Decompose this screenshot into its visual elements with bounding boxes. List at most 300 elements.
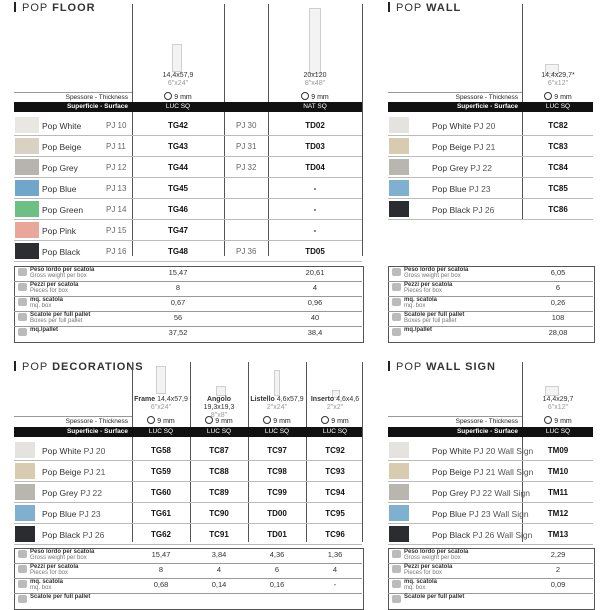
title-bar (388, 361, 390, 371)
product-name (432, 488, 530, 498)
product-code: TD01 (267, 530, 287, 539)
info-value: 2 (555, 565, 561, 574)
product-name (432, 509, 529, 519)
info-label-it: Pezzi per scatola (404, 282, 453, 288)
product-name-text: Pop Grey (432, 163, 468, 173)
size-imperial: 2"x2" (326, 404, 344, 411)
product-pj: PJ 36 (236, 247, 257, 256)
product-pj: PJ 20 Wall Sign (473, 446, 534, 456)
size-metric: 4,6x57,9 (276, 396, 304, 403)
row-divider (14, 240, 362, 241)
product-code: TG59 (150, 467, 171, 476)
product-name (42, 530, 104, 540)
thickness-value (269, 92, 361, 101)
size-imperial: 6"x12" (547, 80, 569, 87)
info-icon (18, 565, 27, 573)
row-divider (14, 578, 362, 579)
product-code: TD03 (305, 142, 325, 151)
info-icon (18, 595, 27, 603)
product-pj: PJ 30 (236, 121, 257, 130)
info-value: 20,61 (305, 268, 325, 277)
info-value: 8 (158, 565, 164, 574)
info-label (30, 312, 90, 323)
size-imperial: 6"x24" (167, 80, 189, 87)
info-label-it: mq. scatola (404, 297, 438, 303)
title-bold: WALL SIGN (426, 361, 497, 373)
thickness-label: Spessore - Thickness (388, 416, 522, 426)
product-code: TC95 (325, 509, 345, 518)
section-title (388, 2, 461, 14)
thickness-text: 9 mm (273, 418, 291, 425)
row-divider (14, 502, 362, 503)
row-divider (14, 460, 362, 461)
surface-value: LUC SQ (545, 103, 571, 110)
size-metric: 14,4x29,7* (541, 72, 575, 79)
thickness-text: 9 mm (554, 94, 572, 101)
surface-value: LUC SQ (165, 103, 191, 110)
product-code: TD00 (267, 509, 287, 518)
size-caption (133, 72, 223, 88)
thickness-value (523, 92, 593, 101)
size-imperial: 2"x24" (266, 404, 288, 411)
info-label (404, 327, 432, 338)
surface-value: LUC SQ (322, 428, 348, 435)
info-label-en: Gross weight per box (404, 273, 461, 279)
color-swatch (389, 505, 409, 521)
thickness-text: 9 mm (311, 94, 329, 101)
product-name (42, 205, 83, 215)
product-pj: PJ 21 (473, 142, 496, 152)
info-icon (18, 313, 27, 321)
color-swatch (15, 484, 35, 500)
product-pj: PJ 11 (106, 142, 126, 151)
info-label-it: mq. scatola (404, 579, 438, 585)
product-code: TG44 (167, 163, 188, 172)
product-code: TC94 (325, 488, 345, 497)
info-label (30, 267, 94, 278)
thickness-label: Spessore - Thickness (14, 92, 132, 102)
thickness-icon (164, 92, 172, 100)
info-label-it: Pezzi per scatola (30, 282, 79, 288)
info-value: 28,08 (548, 328, 568, 337)
row-divider (388, 523, 593, 524)
product-code: TC89 (209, 488, 229, 497)
info-value: 4 (216, 565, 222, 574)
color-swatch (389, 463, 409, 479)
decor-name: Listello (250, 396, 275, 403)
product-name-text: Pop White (432, 121, 472, 131)
row-divider (14, 135, 362, 136)
section-title (14, 361, 144, 373)
product-code: TM13 (547, 530, 569, 539)
product-code: TC92 (325, 446, 345, 455)
info-value: 15,47 (151, 550, 171, 559)
product-name-text: Pop White (42, 446, 82, 456)
product-pj: PJ 31 (236, 142, 257, 151)
info-label-en: mq. box (30, 303, 52, 309)
info-value: 1,36 (327, 550, 343, 559)
info-label (404, 267, 468, 278)
info-icon (392, 328, 401, 336)
product-code: TC83 (548, 142, 568, 151)
title-light: POP (22, 361, 53, 373)
title-bold: WALL (426, 2, 462, 14)
size-metric: 14,4x29,7 (542, 396, 574, 403)
product-name (432, 121, 495, 131)
product-name (432, 446, 533, 456)
thickness-icon (544, 92, 552, 100)
product-name (42, 121, 81, 131)
info-label-it: mq./pallet (30, 327, 59, 333)
product-name (432, 142, 495, 152)
info-label-it: Pezzi per scatola (30, 564, 79, 570)
info-icon (392, 565, 401, 573)
thickness-value (307, 416, 363, 425)
color-swatch (15, 463, 35, 479)
info-label-en: Gross weight per box (30, 555, 87, 561)
info-label-it: Scatole per full pallet (30, 594, 91, 600)
product-code: TC91 (209, 530, 229, 539)
info-label-en: Boxes per full pallet (404, 318, 457, 324)
product-pj: PJ 23 Wall Sign (468, 509, 529, 519)
size-caption (307, 396, 363, 412)
thickness-label: Spessore - Thickness (388, 92, 522, 102)
product-code: TG45 (167, 184, 188, 193)
info-value: 108 (551, 313, 565, 322)
info-value: 0,67 (170, 298, 186, 307)
info-value: 40 (310, 313, 320, 322)
info-icon (392, 313, 401, 321)
thickness-text: 9 mm (215, 418, 233, 425)
row-divider (14, 523, 362, 524)
product-name-text: Pop Blue (432, 184, 467, 194)
product-name-text: Pop Blue (42, 184, 77, 194)
product-code: TC93 (325, 467, 345, 476)
color-swatch (15, 201, 39, 217)
thickness-icon (321, 416, 329, 424)
thickness-value (191, 416, 247, 425)
product-code: TG61 (150, 509, 171, 518)
column-divider (362, 4, 363, 256)
product-pj: PJ 26 Wall Sign (472, 530, 533, 540)
thickness-text: 9 mm (554, 418, 572, 425)
product-name-text: Pop Black (42, 247, 81, 257)
info-value: 6 (555, 283, 561, 292)
color-swatch (389, 159, 409, 175)
product-name-text: Pop Black (42, 530, 81, 540)
product-name-text: Pop Grey (42, 163, 78, 173)
row-divider (14, 481, 362, 482)
thickness-icon (301, 92, 309, 100)
product-code: - (313, 205, 317, 214)
size-metric: 4,6x4,6 (336, 396, 360, 403)
size-metric: 19,3x19,3 (203, 404, 235, 411)
color-swatch (389, 526, 409, 542)
row-divider (388, 460, 593, 461)
product-name-text: Pop Black (432, 530, 471, 540)
product-name-text: Pop Beige (42, 467, 82, 477)
info-icon (18, 298, 27, 306)
color-swatch (15, 117, 39, 133)
info-label-it: Scatole per full pallet (30, 312, 91, 318)
product-name (432, 530, 532, 540)
product-code: TC88 (209, 467, 229, 476)
row-divider (14, 326, 362, 327)
color-swatch (389, 117, 409, 133)
product-code: TG43 (167, 142, 188, 151)
product-pj: PJ 22 (80, 488, 103, 498)
product-pj: PJ 32 (236, 163, 257, 172)
product-name (432, 184, 491, 194)
info-label-it: mq./pallet (404, 327, 433, 333)
size-metric: 20x120 (303, 72, 327, 79)
color-swatch (389, 442, 409, 458)
surface-label: Superficie - Surface (14, 102, 132, 112)
color-swatch (389, 201, 409, 217)
product-code: TG46 (167, 205, 188, 214)
info-label (30, 327, 58, 338)
product-code: TD02 (305, 121, 325, 130)
product-name-text: Pop Beige (432, 467, 472, 477)
product-name (42, 184, 77, 194)
info-label-it: Peso lordo per scatola (404, 267, 469, 273)
info-label-en: mq. box (404, 585, 426, 591)
product-pj: PJ 21 Wall Sign (473, 467, 534, 477)
product-code: TG47 (167, 226, 188, 235)
tile-thumbnail (309, 8, 321, 74)
tile-thumbnail (156, 366, 166, 394)
size-metric: 14,4x57,9 (157, 396, 188, 403)
row-divider (14, 198, 362, 199)
product-pj: PJ 22 (470, 163, 493, 173)
product-pj: PJ 26 (472, 205, 495, 215)
product-code: TC82 (548, 121, 568, 130)
product-code: TC90 (209, 509, 229, 518)
info-label-en: Pieces for box (30, 288, 69, 294)
decor-name: Inserto (310, 396, 335, 403)
product-pj: PJ 23 (78, 509, 101, 519)
product-code: TM11 (547, 488, 568, 497)
thickness-label: Spessore - Thickness (14, 416, 132, 426)
section-title (14, 2, 96, 14)
size-caption (133, 396, 189, 412)
product-code: TC86 (548, 205, 568, 214)
info-label-en: Pieces for box (404, 570, 443, 576)
info-label-en: Pieces for box (404, 288, 443, 294)
product-pj: PJ 22 Wall Sign (470, 488, 530, 498)
info-label-en: Boxes per full pallet (30, 318, 83, 324)
product-name (432, 163, 492, 173)
info-label (404, 312, 464, 323)
info-value: 2,29 (550, 550, 566, 559)
color-swatch (15, 180, 39, 196)
info-icon (18, 580, 27, 588)
row-divider (14, 156, 362, 157)
product-name (432, 467, 533, 477)
surface-label: Superficie - Surface (388, 102, 522, 112)
product-code: TM09 (547, 446, 569, 455)
product-name (432, 205, 494, 215)
product-name-text: Pop Grey (42, 488, 78, 498)
info-value: 6,05 (550, 268, 566, 277)
size-imperial: 8"x8" (210, 412, 228, 419)
product-code: TG62 (150, 530, 171, 539)
product-pj: PJ 20 (473, 121, 496, 131)
product-pj: PJ 20 (83, 446, 106, 456)
size-caption (269, 72, 361, 88)
info-label-en: mq. box (404, 303, 426, 309)
product-code: - (313, 226, 317, 235)
tile-thumbnail (216, 386, 226, 396)
product-code: TC84 (548, 163, 568, 172)
info-value: 0,09 (550, 580, 566, 589)
info-label (404, 297, 437, 308)
info-value: 0,14 (211, 580, 227, 589)
info-label-en: Gross weight per box (404, 555, 461, 561)
tile-thumbnail (545, 386, 559, 396)
product-name-text: Pop Beige (42, 142, 82, 152)
info-value: 0,16 (269, 580, 285, 589)
info-label-it: Peso lordo per scatola (404, 549, 469, 555)
size-imperial: 6"x24" (150, 404, 172, 411)
info-value: 3,84 (211, 550, 227, 559)
surface-value: LUC SQ (545, 428, 571, 435)
product-code: TG58 (150, 446, 171, 455)
info-icon (18, 328, 27, 336)
surface-value: LUC SQ (148, 428, 174, 435)
product-code: TC96 (325, 530, 345, 539)
thickness-value (133, 92, 223, 101)
size-imperial: 8"x48" (304, 80, 326, 87)
color-swatch (389, 180, 409, 196)
info-icon (392, 580, 401, 588)
info-value: 0,68 (153, 580, 169, 589)
thickness-icon (205, 416, 213, 424)
info-icon (392, 595, 401, 603)
product-code: TG60 (150, 488, 171, 497)
product-name-text: Pop White (42, 121, 82, 131)
color-swatch (15, 138, 39, 154)
info-label-it: Scatole per full pallet (404, 594, 465, 600)
row-divider (14, 296, 362, 297)
thickness-icon (544, 416, 552, 424)
title-bold: FLOOR (52, 2, 96, 14)
info-label (404, 564, 452, 575)
tile-thumbnail (172, 44, 182, 72)
info-icon (18, 268, 27, 276)
info-icon (18, 550, 27, 558)
info-value: - (333, 580, 337, 589)
info-label-en: mq. box (30, 585, 52, 591)
product-name-text: Pop Blue (432, 509, 467, 519)
product-code: - (313, 184, 317, 193)
product-code: TC87 (209, 446, 229, 455)
product-name-text: Pop Green (42, 205, 84, 215)
product-pj: PJ 10 (106, 121, 127, 130)
thickness-text: 9 mm (174, 94, 192, 101)
info-value: 15,47 (168, 268, 188, 277)
thickness-value (249, 416, 305, 425)
title-bold: DECORATIONS (52, 361, 144, 373)
surface-value: LUC SQ (264, 428, 290, 435)
thickness-text: 9 mm (331, 418, 349, 425)
title-bar (14, 2, 16, 12)
row-divider (388, 544, 593, 545)
info-icon (18, 283, 27, 291)
product-pj: PJ 14 (106, 205, 127, 214)
product-code: TM10 (547, 467, 569, 476)
surface-label: Superficie - Surface (388, 427, 522, 437)
color-swatch (389, 138, 409, 154)
product-code: TC98 (267, 467, 287, 476)
size-metric: 14,4x57,9 (162, 72, 194, 79)
thickness-text: 9 mm (157, 418, 175, 425)
title-light: POP (22, 2, 53, 14)
product-name-text: Pop Pink (42, 226, 77, 236)
product-pj: PJ 15 (106, 226, 127, 235)
product-name-text: Pop Grey (432, 488, 468, 498)
info-label-it: Peso lordo per scatola (30, 549, 95, 555)
info-label-en: Gross weight per box (30, 273, 87, 279)
row-divider (14, 261, 362, 262)
product-name-text: Pop Beige (432, 142, 472, 152)
row-divider (388, 219, 593, 220)
decor-name: Angolo (206, 396, 232, 403)
title-bar (388, 2, 390, 12)
info-label-it: Peso lordo per scatola (30, 267, 95, 273)
info-icon (392, 283, 401, 291)
info-label-en: Pieces for box (30, 570, 69, 576)
row-divider (388, 502, 593, 503)
product-code: TC97 (267, 446, 287, 455)
info-label (404, 579, 437, 590)
product-pj: PJ 16 (106, 247, 127, 256)
info-label-it: Scatole per full pallet (404, 312, 465, 318)
row-divider (14, 177, 362, 178)
product-name-text: Pop Blue (42, 509, 77, 519)
info-icon (392, 298, 401, 306)
row-divider (14, 544, 362, 545)
product-code: TD05 (305, 247, 325, 256)
info-label-it: mq. scatola (30, 297, 64, 303)
product-name-text: Pop White (432, 446, 472, 456)
thickness-value (523, 416, 593, 425)
product-name-text: Pop Black (432, 205, 471, 215)
product-code: TC85 (548, 184, 568, 193)
product-code: TC99 (267, 488, 287, 497)
info-label (30, 564, 78, 575)
product-code: TG42 (167, 121, 188, 130)
info-value: 6 (274, 565, 280, 574)
info-value: 8 (175, 283, 181, 292)
info-value: 4 (312, 283, 318, 292)
info-label (404, 282, 452, 293)
info-icon (392, 268, 401, 276)
product-code: TM12 (547, 509, 569, 518)
product-name (42, 247, 80, 257)
thickness-icon (263, 416, 271, 424)
info-label-it: mq. scatola (30, 579, 64, 585)
title-bar (14, 361, 16, 371)
tile-thumbnail (274, 370, 280, 396)
title-light: POP (396, 361, 427, 373)
section-title (388, 361, 496, 373)
product-code: TD04 (305, 163, 325, 172)
product-name (42, 163, 78, 173)
row-divider (388, 135, 593, 136)
product-name (42, 488, 102, 498)
row-divider (388, 198, 593, 199)
